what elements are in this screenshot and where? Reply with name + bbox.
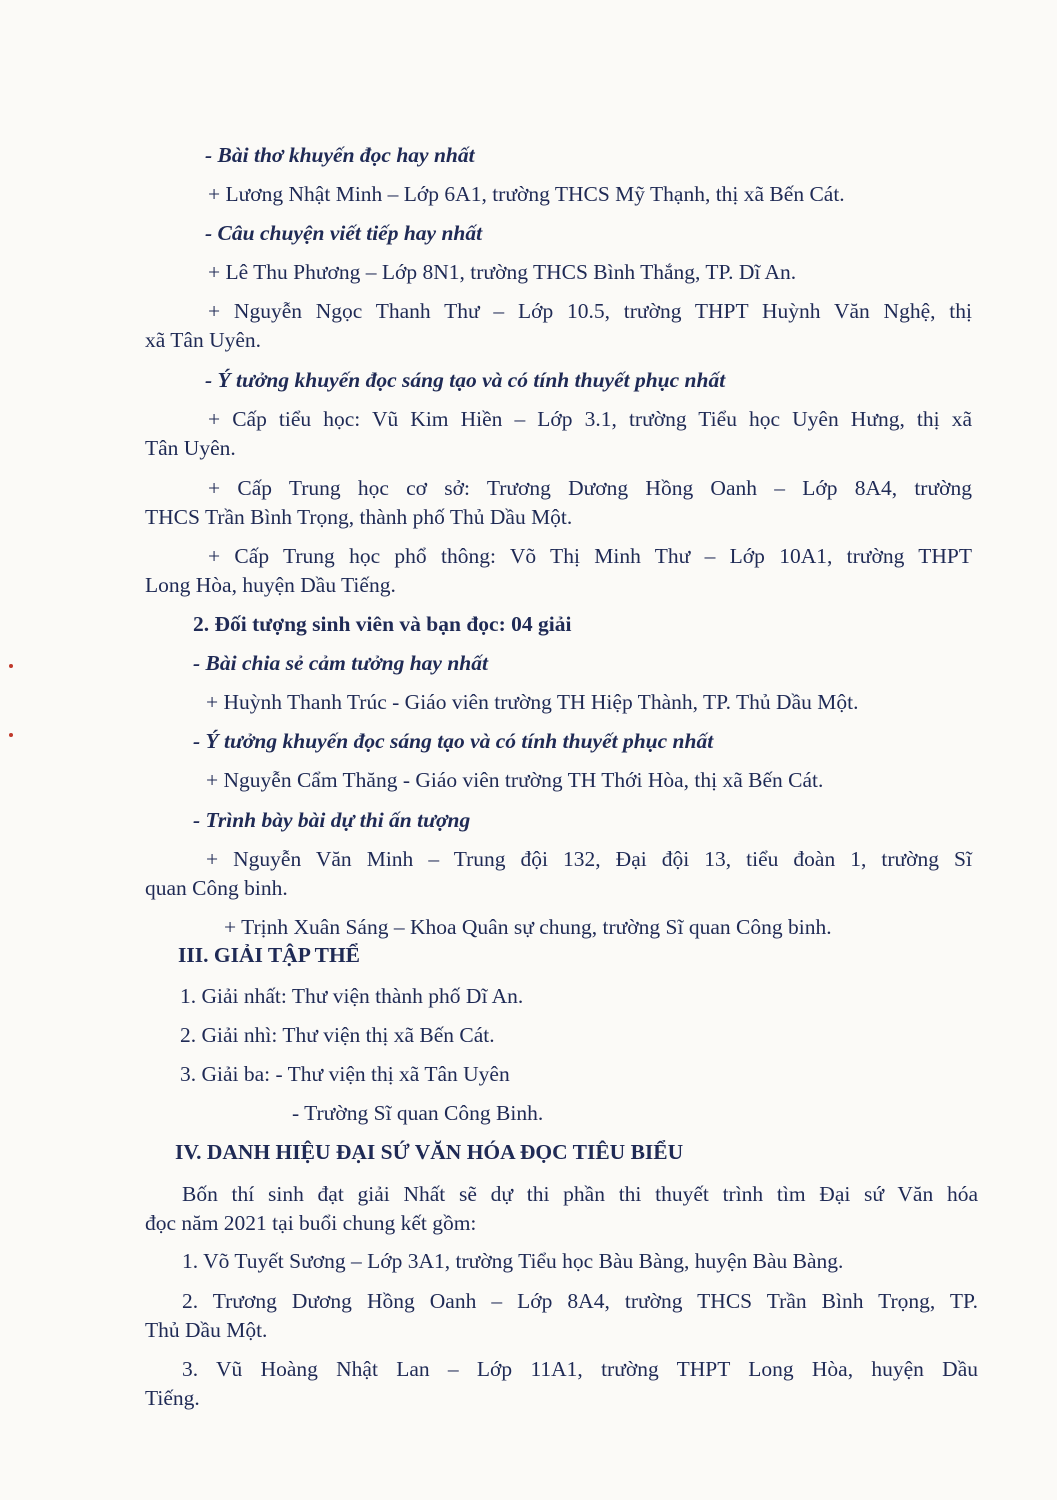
subheading-presentation: - Trình bày bài dự thi ấn tượng: [193, 808, 471, 832]
award-third-cont: - Trường Sĩ quan Công Binh.: [292, 1101, 544, 1125]
entry-vo-thi-minh-thu-cont: Long Hòa, huyện Dầu Tiếng.: [145, 573, 396, 597]
entry-vu-kim-hien-cont: Tân Uyên.: [145, 436, 236, 460]
subheading-creative-idea-2: - Ý tưởng khuyến đọc sáng tạo và có tính thuyết phục nhất: [193, 729, 714, 753]
subheading-creative-idea: - Ý tưởng khuyến đọc sáng tạo và có tính thuyết phục nhất: [205, 368, 726, 392]
award-second: 2. Giải nhì: Thư viện thị xã Bến Cát.: [180, 1023, 495, 1047]
entry-huynh-thanh-truc: + Huỳnh Thanh Trúc - Giáo viên trường TH Hiệp Thành, TP. Thủ Dầu Một.: [206, 690, 859, 714]
entry-nguyen-van-minh-cont: quan Công binh.: [145, 876, 288, 900]
award-first: 1. Giải nhất: Thư viện thành phố Dĩ An.: [180, 984, 524, 1008]
entry-luong-nhat-minh: + Lương Nhật Minh – Lớp 6A1, trường THCS Mỹ Thạnh, thị xã Bến Cát.: [208, 182, 845, 206]
entry-nguyen-ngoc-thanh-thu-cont: xã Tân Uyên.: [145, 328, 262, 352]
margin-mark: [9, 733, 13, 737]
ambassador-2: 2. Trương Dương Hồng Oanh – Lớp 8A4, trường THCS Trần Bình Trọng, TP.: [182, 1289, 978, 1313]
entry-vo-thi-minh-thu: + Cấp Trung học phổ thông: Võ Thị Minh Thư – Lớp 10A1, trường THPT: [208, 544, 972, 568]
entry-truong-duong-hong-oanh-cont: THCS Trần Bình Trọng, thành phố Thủ Dầu Một.: [145, 505, 573, 529]
section-students-readers: 2. Đối tượng sinh viên và bạn đọc: 04 giải: [193, 612, 572, 636]
entry-trinh-xuan-sang: + Trịnh Xuân Sáng – Khoa Quân sự chung, trường Sĩ quan Công binh.: [224, 915, 832, 939]
entry-truong-duong-hong-oanh: + Cấp Trung học cơ sở: Trương Dương Hồng Oanh – Lớp 8A4, trường: [208, 476, 972, 500]
entry-nguyen-van-minh: + Nguyễn Văn Minh – Trung đội 132, Đại đội 13, tiểu đoàn 1, trường Sĩ: [206, 847, 972, 871]
subheading-poem: - Bài thơ khuyến đọc hay nhất: [205, 143, 475, 167]
subheading-continued-story: - Câu chuyện viết tiếp hay nhất: [205, 221, 483, 245]
heading-collective-awards: III. GIẢI TẬP THỂ: [178, 943, 361, 967]
ambassador-2-cont: Thủ Dầu Một.: [145, 1318, 268, 1342]
ambassador-intro-cont: đọc năm 2021 tại buổi chung kết gồm:: [145, 1211, 477, 1235]
margin-mark: [9, 664, 13, 668]
ambassador-1: 1. Võ Tuyết Sương – Lớp 3A1, trường Tiểu học Bàu Bàng, huyện Bàu Bàng.: [182, 1249, 844, 1273]
subheading-sharing: - Bài chia sẻ cảm tưởng hay nhất: [193, 651, 488, 675]
award-third: 3. Giải ba: - Thư viện thị xã Tân Uyên: [180, 1062, 510, 1086]
entry-nguyen-ngoc-thanh-thu: + Nguyễn Ngọc Thanh Thư – Lớp 10.5, trường THPT Huỳnh Văn Nghệ, thị: [208, 299, 972, 323]
entry-nguyen-cam-thang: + Nguyễn Cẩm Thăng - Giáo viên trường TH Thới Hòa, thị xã Bến Cát.: [206, 768, 824, 792]
entry-vu-kim-hien: + Cấp tiểu học: Vũ Kim Hiền – Lớp 3.1, trường Tiểu học Uyên Hưng, thị xã: [208, 407, 972, 431]
entry-le-thu-phuong: + Lê Thu Phương – Lớp 8N1, trường THCS Bình Thắng, TP. Dĩ An.: [208, 260, 797, 284]
ambassador-intro: Bốn thí sinh đạt giải Nhất sẽ dự thi phần thi thuyết trình tìm Đại sứ Văn hóa: [182, 1182, 978, 1206]
ambassador-3-cont: Tiếng.: [145, 1386, 200, 1410]
heading-ambassador: IV. DANH HIỆU ĐẠI SỨ VĂN HÓA ĐỌC TIÊU BIỂU: [175, 1140, 684, 1164]
ambassador-3: 3. Vũ Hoàng Nhật Lan – Lớp 11A1, trường THPT Long Hòa, huyện Dầu: [182, 1357, 978, 1381]
